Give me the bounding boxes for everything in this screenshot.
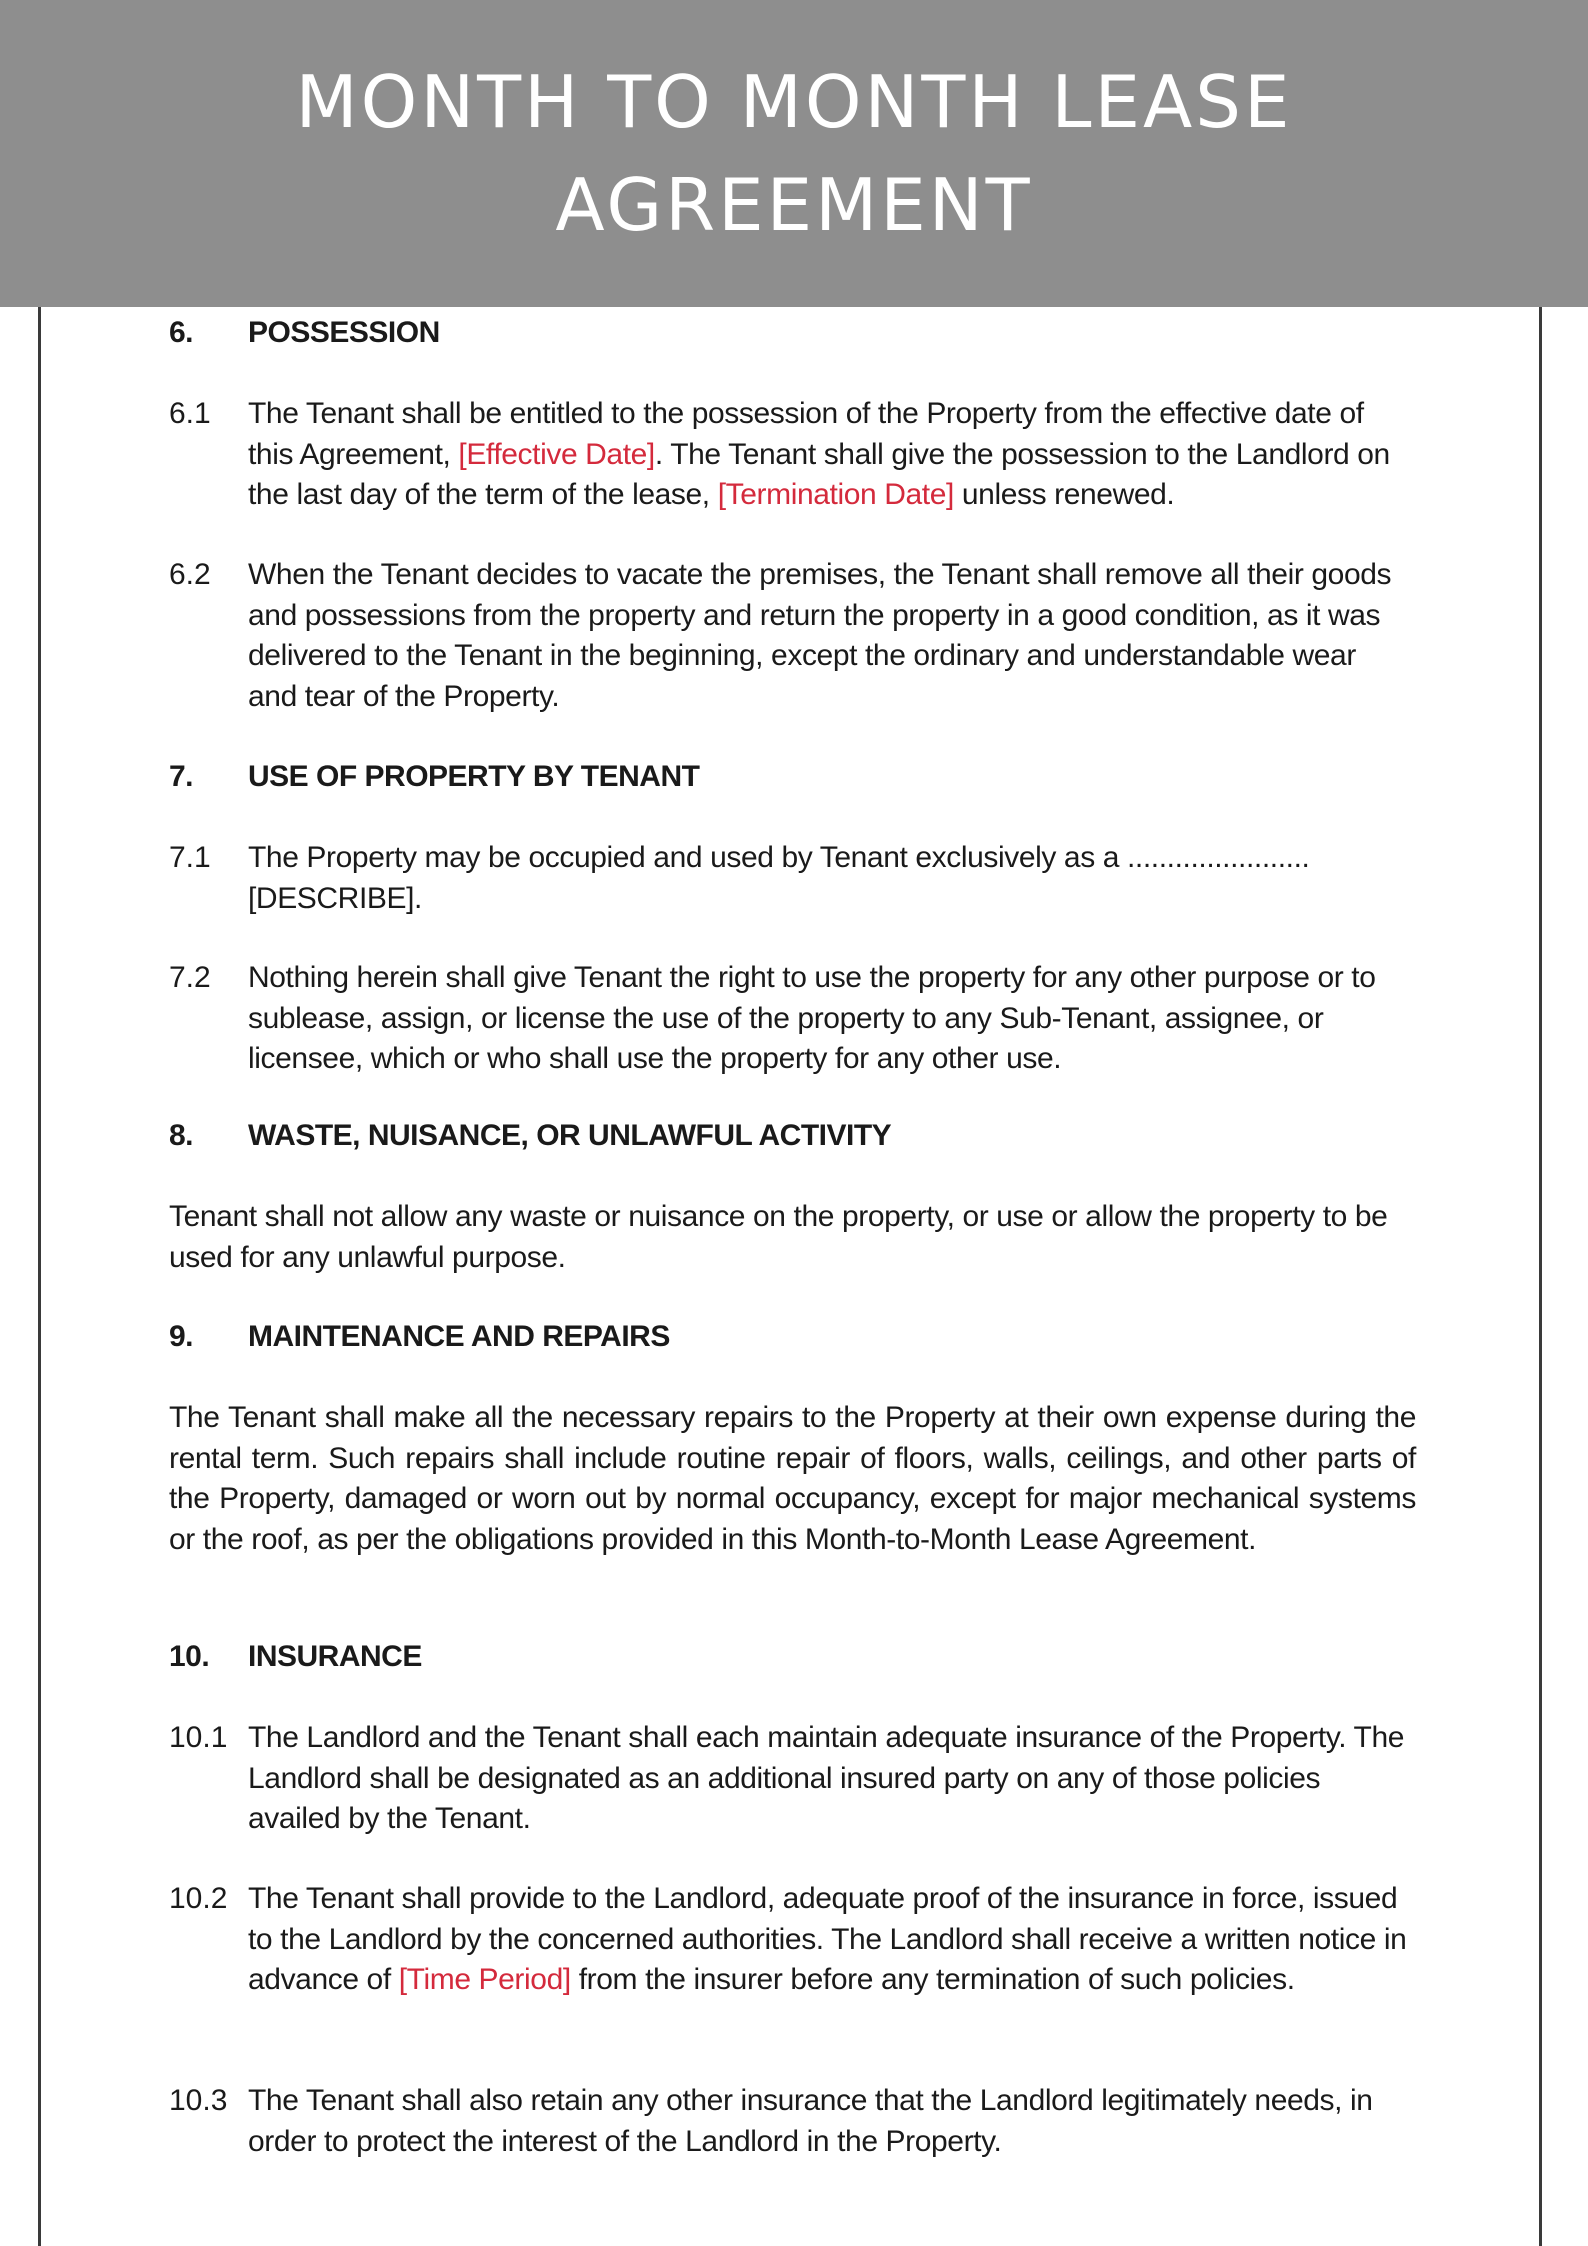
clause-10-2 [169, 1879, 1429, 2001]
clause-number: 10.1 [169, 1721, 228, 1754]
section-number: 6. [169, 316, 194, 349]
section-title: POSSESSION [248, 316, 440, 349]
clause-7-1 [169, 838, 1429, 919]
clause-6-1 [169, 394, 1429, 516]
clause-text: The Landlord and the Tenant shall each maintain adequate insurance of the Property. The Landlord shall be designated as an additional insured party on any of those policies availed by the Tenant. [248, 1721, 1405, 1835]
section-number: 8. [169, 1119, 194, 1152]
clause-number: 10.3 [169, 2084, 228, 2117]
clause-text: When the Tenant decides to vacate the premises, the Tenant shall remove all their goods and possessions from the property and return the property in a good condition, as it was delivered to the Tenant in the beginning, except the ordinary and understandable wear and tear of the Property. [248, 558, 1392, 713]
clause-number: 7.1 [169, 841, 211, 874]
clause-text: The Tenant shall be entitled to the possession of the Property from the effective date of this Agreement, [Effective Date]. The Tenant shall give the possession to the Landlord on the last day of the term of the lease, [Termination Date] unless renewed. [248, 397, 1390, 511]
banner-title-line-1: MONTH TO MONTH LEASE [295, 59, 1293, 144]
section-title: MAINTENANCE AND REPAIRS [248, 1320, 670, 1353]
title-banner [0, 0, 1588, 307]
clause-10-1 [169, 1718, 1429, 1840]
clause-text: The Tenant shall provide to the Landlord, adequate proof of the insurance in force, issued to the Landlord by the concerned authorities. The Landlord shall receive a written notice in advance of [Time Period] from the insurer before any termination of such policies. [248, 1882, 1407, 1996]
section-number: 9. [169, 1320, 194, 1353]
clause-number: 6.1 [169, 397, 211, 430]
clause-6-2 [169, 555, 1429, 717]
clause-7-2 [169, 958, 1429, 1080]
clause-text: The Tenant shall also retain any other insurance that the Landlord legitimately needs, in order to protect the interest of the Landlord in the Property. [248, 2084, 1373, 2158]
clause-10-3 [169, 2081, 1429, 2162]
time-period-placeholder: [Time Period] [398, 1963, 571, 1996]
section-title: INSURANCE [248, 1640, 422, 1673]
banner-title-line-2: AGREEMENT [555, 162, 1033, 247]
clause-text: The Property may be occupied and used by Tenant exclusively as a ....................... [DESCRIBE]. [248, 841, 1310, 915]
section-number: 10. [169, 1640, 210, 1673]
section-number: 7. [169, 760, 194, 793]
termination-date-placeholder: [Termination Date] [717, 478, 954, 511]
section-title: WASTE, NUISANCE, OR UNLAWFUL ACTIVITY [248, 1119, 892, 1152]
clause-number: 7.2 [169, 961, 211, 994]
effective-date-placeholder: [Effective Date] [458, 437, 655, 471]
clause-number: 6.2 [169, 558, 211, 591]
section-9-paragraph: The Tenant shall make all the necessary repairs to the Property at their own expense during the rental term. Such repairs shall include routine repair of floors, walls, ceilings, and other parts of the Property, damaged or worn out by normal occupancy, except for major mechanical systems or the roof, as per the obligations provided in this Month-to-Month Lease Agreement. [169, 1401, 1416, 1556]
section-8-paragraph: Tenant shall not allow any waste or nuisance on the property, or use or allow the property to be used for any unlawful purpose. [169, 1200, 1388, 1274]
clause-number: 10.2 [169, 1882, 228, 1915]
clause-text: Nothing herein shall give Tenant the right to use the property for any other purpose or to sublease, assign, or license the use of the property to any Sub-Tenant, assignee, or licensee, which or who shall use the property for any other use. [248, 961, 1376, 1075]
section-title: USE OF PROPERTY BY TENANT [248, 760, 700, 793]
